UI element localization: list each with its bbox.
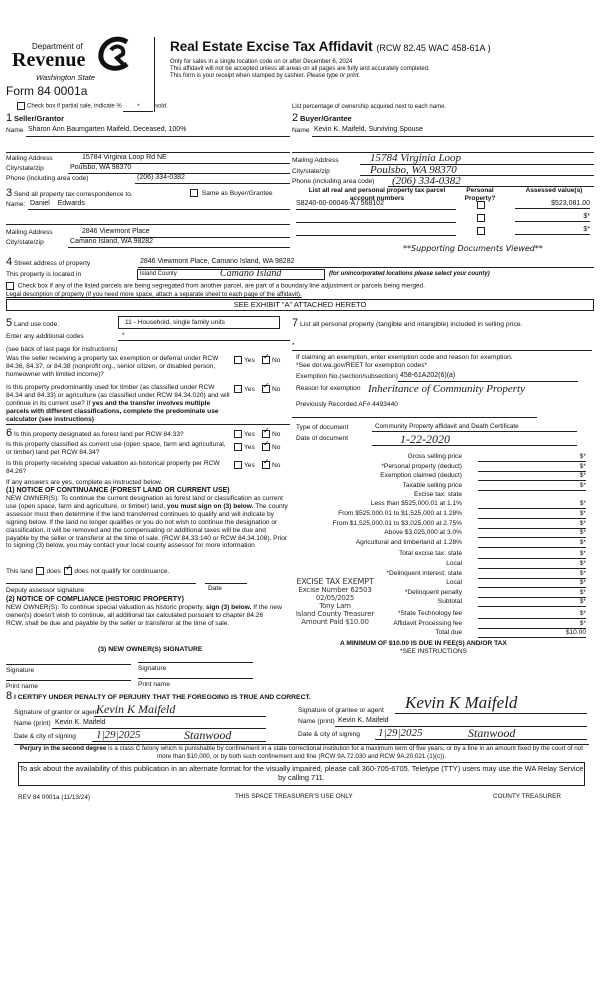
agency-name: Revenue <box>12 49 86 71</box>
q1-yes <box>234 356 255 365</box>
fee-label: *Delinquent interest: state <box>386 569 462 577</box>
fee-label: Local <box>446 560 462 567</box>
grantee-name-label: Name (print) <box>298 718 335 725</box>
located-note: (for unincorporated locations please select your county) <box>329 271 490 277</box>
seller-name-line <box>26 136 290 137</box>
section-number: 2 <box>292 112 299 124</box>
label: does not qualify for continuance. <box>74 567 170 575</box>
ownership-note: List percentage of ownership acquired next to each name. <box>292 104 447 110</box>
q2-bold: yes and the transfer involves multiple parcels with different classifications, complete the predominate use calculator (see instructions) <box>6 399 219 423</box>
q1-no-checkbox[interactable] <box>262 356 270 364</box>
fee-value-input[interactable]: $* <box>478 610 586 619</box>
street-input[interactable]: 2846 Viewmont Place, Camano Island, WA 98282 <box>140 258 295 265</box>
agency-line: Department of <box>32 42 83 51</box>
notice2-text <box>6 604 282 628</box>
yes-label: Yes <box>244 385 255 393</box>
fee-label: Excise tax: state <box>413 490 462 498</box>
form-title <box>170 40 491 55</box>
doc-type-label: Type of document <box>296 424 349 431</box>
seller-name-input[interactable]: Sharon Ann Baumgarten Maifeld, Deceased, 100% <box>28 126 187 133</box>
yes-checkbox[interactable] <box>234 443 242 451</box>
located-label: This property is located in <box>6 271 82 278</box>
fee-label: Affidavit Processing fee <box>393 619 462 627</box>
treasurer-stamp <box>286 577 384 626</box>
assessed-value-input[interactable]: $* <box>515 226 590 235</box>
previously-recorded: Previously Recorded AF# 4493440 <box>296 401 398 408</box>
yes-label: Yes <box>244 430 255 438</box>
grantor-signature[interactable]: Kevin K Maifeld <box>96 702 176 716</box>
fee-value-input[interactable]: $* <box>478 463 586 472</box>
same-as-buyer-label: Same as Buyer/Grantee <box>201 189 273 197</box>
no-label: No <box>272 356 281 364</box>
stamp-line: Tony Lam <box>319 602 351 610</box>
section-title: Seller/Grantor <box>13 114 64 123</box>
s6-q3-yes <box>234 461 255 470</box>
deputy-date-line[interactable] <box>205 583 247 584</box>
partial-sale-label: Check box if partial sale, indicate % <box>27 103 122 110</box>
line <box>52 728 266 729</box>
buyer-name-input[interactable]: Kevin K. Maifeld, Surviving Spouse <box>314 126 423 133</box>
supporting-docs-note: **Supporting Documents Viewed** <box>403 244 543 253</box>
timber-question <box>6 384 231 424</box>
fee-value-input[interactable]: $* <box>478 579 586 588</box>
buyer-city-label: City/state/zip <box>292 168 330 175</box>
label: Street address of property <box>13 260 91 267</box>
land-use-code-select[interactable] <box>118 316 280 329</box>
does-checkbox[interactable] <box>36 567 44 575</box>
seller-city-input[interactable]: Poulsbo, WA 98370 <box>70 164 132 171</box>
header-note-3 <box>170 73 360 80</box>
stamp-line: Amount Paid $10.00 <box>301 618 369 626</box>
form-number: Form 84 0001a <box>6 84 88 98</box>
fee-label: Above $3,025,000 at 3.0% <box>384 529 462 537</box>
seller-address-input[interactable]: 15784 Virginia Loop Rd NE <box>82 154 167 161</box>
personal-property-checkbox[interactable] <box>477 201 485 209</box>
fee-label: *State Technology fee <box>397 610 462 617</box>
grantor-date-input[interactable]: 1|29|2025 <box>96 729 141 741</box>
header-note-1: Only for sales in a single location code on or after December 6, 2024 <box>170 59 353 65</box>
print-name-line-1[interactable] <box>6 680 131 681</box>
grantee-date-input[interactable]: 1|29|2025 <box>378 727 423 739</box>
section-number: 1 <box>6 112 13 124</box>
does-not-checkbox[interactable] <box>64 567 72 575</box>
q2-no <box>262 385 280 394</box>
section-number: 8 <box>6 690 13 702</box>
q2-text: Is this property predominantly used for timber (as classified under RCW 84.34 and 84.33) or agriculture (as classified under RCW 84.34.020) and will continue in its current use? If <box>6 384 230 407</box>
personal-property-checkbox-wrap <box>477 227 487 236</box>
yes-label: Yes <box>244 443 255 451</box>
no-label: No <box>272 443 281 451</box>
notice1-text <box>6 495 290 550</box>
grantor-sig-label: Signature of grantor or agent <box>14 709 99 716</box>
fee-value-input[interactable]: $* <box>478 539 586 548</box>
s6-q3-no <box>262 461 280 470</box>
seller-name-label: Name <box>6 127 24 134</box>
s6-q2-yes <box>234 443 255 452</box>
seller-phone-label: Phone (including area code) <box>6 175 89 182</box>
fee-label: Less than $525,000.01 at 1.1% <box>370 500 462 508</box>
fee-label: Taxable selling price <box>402 481 462 489</box>
exemption-no-input[interactable]: 458-61A202(6)(a) <box>400 372 456 379</box>
county-value: Island County <box>140 271 177 277</box>
doc-date-label: Date of document <box>296 435 349 442</box>
text: NEW OWNER(S): To continue special valuation as historic property, <box>6 604 205 611</box>
line <box>335 726 587 727</box>
seller-heading <box>6 113 64 124</box>
seller-name-line-2 <box>6 152 290 153</box>
assessed-value-header: Assessed value(s) <box>525 187 583 194</box>
doc-type-input[interactable]: Community Property affidavit and Death Certificate <box>375 423 519 430</box>
fee-value-input[interactable]: $* <box>478 500 586 509</box>
perjury-bold: Perjury in the second degree <box>19 745 107 752</box>
signature-label: Signature <box>138 665 167 672</box>
stamp-line: Excise Number 62503 <box>298 586 372 594</box>
deputy-signature-line[interactable] <box>6 583 196 584</box>
q1-no <box>262 356 280 365</box>
cert-text: I CERTIFY UNDER PENALTY OF PERJURY THAT THE FOREGOING IS TRUE AND CORRECT. <box>13 694 311 701</box>
line <box>28 209 290 210</box>
fee-value-input[interactable]: $* <box>478 482 586 491</box>
correspondence-address-label: Mailing Address <box>6 229 53 236</box>
fee-label: Exemption claimed (deduct) <box>380 472 462 480</box>
current-use-question: Is this property classified as current use (open space, farm and agricultural, or timber) land per RCW 84.34? <box>6 441 226 456</box>
land-use-code-value: 11 - Household, single family units <box>125 319 225 326</box>
correspondence-name-label: Name: <box>6 201 26 208</box>
fee-value-input[interactable]: $* <box>478 510 586 519</box>
forest-question <box>6 428 184 439</box>
fee-value-input[interactable]: $10.00 <box>478 629 586 638</box>
fee-value-input[interactable]: $* <box>478 560 586 569</box>
personal-property-input[interactable]: * <box>292 342 295 349</box>
fee-label: Total excise tax: state <box>398 550 462 558</box>
buyer-city-input[interactable]: Poulsbo, WA 98370 <box>370 164 457 176</box>
signature-line-2[interactable] <box>138 662 253 663</box>
parcel-number-input[interactable]: S8240-00-00046-A / 568102 <box>296 200 384 207</box>
s6-q2-no <box>262 443 280 452</box>
land-use-label <box>6 318 59 329</box>
fee-label: Subtotal <box>437 598 462 606</box>
buyer-phone-input[interactable]: (206) 334-0382 <box>392 175 461 187</box>
see-instructions: *SEE INSTRUCTIONS <box>400 648 468 655</box>
section-title: Buyer/Grantee <box>299 114 352 123</box>
section-number: 5 <box>6 317 13 329</box>
grantor-name-label: Name (print) <box>14 720 51 727</box>
buyer-name-label: Name <box>292 127 310 134</box>
s6-q1-no <box>262 430 280 439</box>
line <box>312 136 594 137</box>
street-label <box>6 257 90 268</box>
line <box>118 340 290 341</box>
line <box>68 247 290 248</box>
city-handwritten: Camano Island <box>220 268 282 279</box>
stamp-line: Island County Treasurer <box>295 610 375 618</box>
buyer-address-input[interactable]: 15784 Virginia Loop <box>370 152 462 164</box>
personal-property-checkbox[interactable] <box>477 227 485 235</box>
legal-label: Legal description of property (if you need more space, attach a separate sheet to each page of the affidavit). <box>6 291 302 298</box>
line <box>6 424 290 425</box>
partial-sale-suffix: sold. <box>155 103 168 110</box>
section-number: 6 <box>6 427 13 439</box>
line <box>296 235 456 236</box>
no-label: No <box>272 430 281 438</box>
this-land-row <box>6 567 169 576</box>
fee-value-input[interactable]: $* <box>478 550 586 559</box>
no-checkbox[interactable] <box>262 430 270 438</box>
correspondence-city-label: City/state/zip <box>6 239 44 246</box>
segregate-row <box>6 282 425 290</box>
label: does <box>46 567 61 575</box>
note-italic: Please type or print. <box>306 73 361 79</box>
buyer-heading <box>292 113 352 124</box>
grantee-sig-label: Signature of grantee or agent <box>298 707 384 714</box>
minimum-note: A MINIMUM OF $10.00 IS DUE IN FEE(S) AND/OR TAX <box>340 640 507 647</box>
yes-label: Yes <box>244 356 255 364</box>
line <box>135 183 290 184</box>
section-number: 7 <box>292 317 299 329</box>
seller-address-label: Mailing Address <box>6 155 53 162</box>
fee-label: Agricultural and timberland at 1.28% <box>355 538 462 546</box>
seller-city-label: City/state/zip <box>6 165 44 172</box>
line <box>296 222 456 223</box>
personal-property-header: Personal Property? <box>464 187 496 202</box>
fee-label: From $1,525,000.01 to $3,025,000 at 2.75% <box>332 519 462 527</box>
line <box>138 267 594 268</box>
line <box>398 381 578 382</box>
fee-value-input[interactable]: $* <box>478 453 586 462</box>
reason-input[interactable]: Inheritance of Community Property <box>368 383 525 395</box>
yes-checkbox[interactable] <box>234 461 242 469</box>
buyer-phone-label: Phone (including area code) <box>292 178 375 185</box>
instructions-note: (see back of last page for instructions) <box>6 346 118 353</box>
line <box>94 716 266 717</box>
grantee-date-label: Date & city of signing <box>298 731 360 738</box>
correspondence-name-input[interactable]: Daniel Edwards <box>30 200 85 207</box>
line <box>375 739 587 740</box>
exemption-note: If claiming an exemption, enter exemption code and reason for exemption. <box>296 354 513 361</box>
correspondence-heading <box>6 188 133 199</box>
partial-sale <box>17 102 168 112</box>
partial-sale-percent-input[interactable]: * <box>123 104 153 112</box>
grantor-city-input[interactable]: Stanwood <box>184 728 232 742</box>
fee-value-input[interactable]: $* <box>478 620 586 629</box>
personal-property-label <box>292 318 587 329</box>
exemption-codes-note: *See dor.wa.gov/REET for exemption codes* <box>296 362 428 369</box>
header-note-2: This affidavit will not be accepted unless all areas on all pages are fully and accurately completed. <box>170 66 430 72</box>
q2-yes <box>234 385 255 394</box>
print-name-label: Print name <box>138 681 170 688</box>
label: This land <box>6 567 33 575</box>
same-as-buyer <box>190 189 273 198</box>
date-label: Date <box>208 585 222 592</box>
bold-text: sign (3) below. <box>205 604 252 611</box>
assessed-value-input[interactable]: $523,081.00 <box>515 200 590 209</box>
line <box>6 224 290 225</box>
no-label: No <box>272 385 281 393</box>
fee-value-input[interactable]: $* <box>478 570 586 579</box>
county-select[interactable] <box>137 269 325 280</box>
text: NEW OWNER(S): To continue the current designation as forest land or classification as current use (open space, farm and agriculture, or timber) land, <box>6 495 283 510</box>
section-number: 4 <box>6 256 13 268</box>
q-text: Is this property designated as forest land per RCW 84.33? <box>13 431 184 438</box>
buyer-address-label: Mailing Address <box>292 157 339 164</box>
assessed-value-input[interactable]: $* <box>515 213 590 222</box>
text: The county assessor must then determine if the land transferred continues to qualify and will indicate by signing below. If the land no longer qualifies or you do not wish to continue the designation or classification, it will be removed and the compensating or additional taxes will be due and payable by the seller or transferor at the time of sale. (RCW 84.33.140 or RCW 84.34.108). Prior to signing (3) below, you may contact your local county assessor for more information <box>6 502 288 550</box>
notice3-title: (3) NEW OWNER(S) SIGNATURE <box>98 646 203 653</box>
section-number: 3 <box>6 187 13 199</box>
grantee-name-input[interactable]: Kevin K. Maifeld <box>338 717 389 724</box>
fee-label: Gross selling price <box>407 453 462 460</box>
historic-question: Is this property receiving special valuation as historical property per RCW 84.26? <box>6 460 220 475</box>
print-name-line-2[interactable] <box>138 678 253 679</box>
county-treasurer-label: COUNTY TREASURER <box>493 793 561 800</box>
perjury-notice <box>14 744 589 760</box>
fee-value-input[interactable]: $* <box>478 520 586 529</box>
fee-label: From $525,000.01 to $1,525,000 at 1.28% <box>338 510 462 517</box>
correspondence-address-input[interactable]: 2846 Viewmont Place <box>82 228 150 235</box>
fee-value-input[interactable]: $* <box>478 589 586 598</box>
segregate-label: Check box if any of the listed parcels are being segregated from another parcel, are part of a boundary line adjustment or parcels being merged. <box>17 282 425 290</box>
personal-property-checkbox-wrap <box>477 214 487 223</box>
stamp-line: 02/05/2025 <box>315 594 355 602</box>
note-text: This form is your receipt when stamped by cashier. <box>170 73 306 79</box>
q2-yes-checkbox[interactable] <box>234 385 242 393</box>
personal-property-checkbox-wrap <box>477 201 487 210</box>
grantee-signature[interactable]: Kevin K Maifeld <box>405 693 518 712</box>
title-text: Real Estate Excise Tax Affidavit <box>170 39 373 54</box>
perjury-text: is a class C felony which is punishable by confinement in a state correctional institution for a maximum term of five years, or by a fine in an amount fixed by the court of not more than $10,000, or by both such confinement and fine (RCW 9A.72.030 and RCW 9A.20.021 (1)(c)). <box>108 745 584 760</box>
stamp-line: EXCISE TAX EXEMPT <box>296 577 374 586</box>
q1-yes-checkbox[interactable] <box>234 356 242 364</box>
parcel-header: List all real and personal property tax parcel account numbers <box>308 187 446 202</box>
section-title: Send all property tax correspondence to. <box>13 191 133 198</box>
fee-label: *Delinquent penalty <box>404 588 462 596</box>
line <box>372 445 577 446</box>
bold-text: you must sign on (3) below. <box>166 502 254 510</box>
same-as-buyer-checkbox[interactable] <box>190 189 198 197</box>
notice2-title: (2) NOTICE OF COMPLIANCE (HISTORIC PROPERTY) <box>6 596 184 603</box>
grantor-name-input[interactable]: Kevin K. Maifeld <box>55 719 106 726</box>
if-yes-note: If any answers are yes, complete as instructed below. <box>6 479 163 486</box>
accessibility-notice: To ask about the availability of this publication in an alternate format for the visually impaired, please call 360-705-6705. Teletype (TTY) users may use the WA Relay Service by calling 711. <box>18 762 585 786</box>
q2-no-checkbox[interactable] <box>262 385 270 393</box>
header-divider <box>154 37 155 112</box>
grantor-date-label: Date & city of signing <box>14 733 76 740</box>
exemption-question: Was the seller receiving a property tax exemption or deferral under RCW 84.36, 84.37, or 84.38 (nonprofit org., senior citizen, or disabled person, homeowner with limited income)? <box>6 355 219 378</box>
text: If the new owner(s) doesn't wish to continue, all additional tax calculated pursuant to chapter 84.26 RCW, shall be due and payable by the seller or transferor at the time of sale. <box>6 604 282 627</box>
seller-phone-input[interactable]: (206) 334-0382 <box>137 174 185 181</box>
treasurer-use-label: THIS SPACE TREASURER'S USE ONLY <box>235 793 353 800</box>
label: List all personal property (tangible and intangible) included in selling price. <box>300 321 523 328</box>
fee-value-input[interactable]: $* <box>478 529 586 538</box>
additional-codes-input[interactable]: * <box>122 332 125 339</box>
segregate-checkbox[interactable] <box>6 282 14 290</box>
revision-label: REV 84 0001a (11/13/24) <box>18 794 91 801</box>
legal-description-input[interactable]: SEE EXHIBIT "A" ATTACHED HERETO <box>6 299 594 311</box>
fee-label: Total due <box>435 629 462 637</box>
line <box>92 741 266 742</box>
label: Land use code. <box>13 321 60 328</box>
yes-label: Yes <box>244 461 255 469</box>
personal-property-checkbox[interactable] <box>477 214 485 222</box>
exemption-no-label: Exemption No.(section/subsection) <box>296 373 398 380</box>
no-checkbox[interactable] <box>262 443 270 451</box>
signature-label: Signature <box>6 667 35 674</box>
agency-state: Washington State <box>36 73 96 82</box>
print-name-label: Print name <box>6 683 38 690</box>
fee-label: Local <box>446 579 462 587</box>
yes-checkbox[interactable] <box>234 430 242 438</box>
deputy-label: Deputy assessor signature <box>6 587 85 594</box>
title-ref: (RCW 82.45 WAC 458-61A ) <box>376 43 491 53</box>
no-label: No <box>272 461 281 469</box>
doc-date-input[interactable]: 1-22-2020 <box>400 432 450 446</box>
certification-statement <box>6 691 311 702</box>
line <box>296 209 456 210</box>
additional-codes-label: Enter any additional codes <box>6 333 84 340</box>
line <box>292 350 592 351</box>
signature-line-1[interactable] <box>6 664 131 665</box>
grantee-city-input[interactable]: Stanwood <box>468 726 516 740</box>
reason-label: Reason for exemption <box>296 385 361 392</box>
line <box>395 713 587 714</box>
no-checkbox[interactable] <box>262 461 270 469</box>
fee-value-input[interactable]: $* <box>478 598 586 607</box>
line <box>292 417 537 418</box>
correspondence-city-input[interactable]: Camano Island, WA 98282 <box>70 238 154 245</box>
dor-logo-icon <box>97 36 131 72</box>
s6-q1-yes <box>234 430 255 439</box>
notice1-title: (1) NOTICE OF CONTINUANCE (FOREST LAND OR CURRENT USE) <box>6 487 230 494</box>
fee-value-input[interactable]: $* <box>478 472 586 481</box>
partial-sale-checkbox[interactable] <box>17 102 25 110</box>
fee-label: *Personal property (deduct) <box>381 462 462 470</box>
